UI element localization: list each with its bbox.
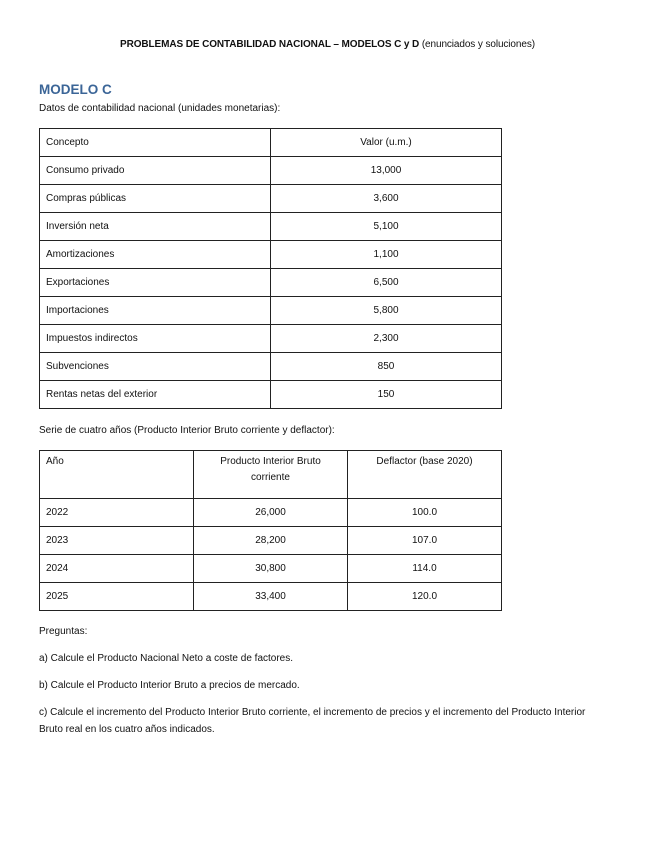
year-cell: 2025 <box>40 583 194 611</box>
question-c: c) Calcule el incremento del Producto Interior Bruto corriente, el incremento de precios y el incremento del Producto Interior Bruto real en los cuatro años indicados. <box>39 707 586 735</box>
concept-cell: Subvenciones <box>40 353 271 381</box>
value-cell: 3,600 <box>271 185 502 213</box>
value-cell: 5,800 <box>271 297 502 325</box>
value-cell: 5,100 <box>271 213 502 241</box>
national-accounts-table <box>39 128 502 409</box>
table-row <box>40 241 502 269</box>
deflator-cell: 114.0 <box>348 555 502 583</box>
gdp-cell: 26,000 <box>194 499 348 527</box>
table-row <box>40 269 502 297</box>
column-header-gdp: Producto Interior Bruto corriente <box>194 451 348 499</box>
concept-cell: Impuestos indirectos <box>40 325 271 353</box>
question-a: a) Calcule el Producto Nacional Neto a coste de factores. <box>39 653 294 664</box>
gdp-cell: 30,800 <box>194 555 348 583</box>
year-cell: 2024 <box>40 555 194 583</box>
deflator-cell: 100.0 <box>348 499 502 527</box>
deflator-cell: 107.0 <box>348 527 502 555</box>
table-row <box>40 297 502 325</box>
concept-cell: Exportaciones <box>40 269 271 297</box>
column-header-concept: Concepto <box>40 129 271 157</box>
value-cell: 850 <box>271 353 502 381</box>
table-row <box>40 353 502 381</box>
column-header-deflator: Deflactor (base 2020) <box>348 451 502 499</box>
question-b: b) Calcule el Producto Interior Bruto a precios de mercado. <box>39 680 300 691</box>
document-title-subtitle: (enunciados y soluciones) <box>421 39 535 50</box>
table-row <box>40 527 502 555</box>
concept-cell: Compras públicas <box>40 185 271 213</box>
concept-cell: Inversión neta <box>40 213 271 241</box>
value-cell: 6,500 <box>271 269 502 297</box>
table-row <box>40 213 502 241</box>
year-cell: 2023 <box>40 527 194 555</box>
deflator-cell: 120.0 <box>348 583 502 611</box>
gdp-cell: 33,400 <box>194 583 348 611</box>
concept-cell: Amortizaciones <box>40 241 271 269</box>
table-header-row <box>40 451 502 499</box>
table-row <box>40 555 502 583</box>
document-title-main: PROBLEMAS DE CONTABILIDAD NACIONAL – MODELOS C y D <box>120 39 420 50</box>
questions-label: Preguntas: <box>39 626 88 637</box>
concept-cell: Consumo privado <box>40 157 271 185</box>
year-cell: 2022 <box>40 499 194 527</box>
document-title <box>0 39 655 50</box>
section-heading-modelo-c: MODELO C <box>39 82 112 97</box>
gdp-series-table <box>39 450 502 611</box>
value-cell: 2,300 <box>271 325 502 353</box>
table-row <box>40 325 502 353</box>
concept-cell: Importaciones <box>40 297 271 325</box>
column-header-year: Año <box>40 451 194 499</box>
series-intro-text: Serie de cuatro años (Producto Interior Bruto corriente y deflactor): <box>39 425 335 436</box>
table-header-row <box>40 129 502 157</box>
value-cell: 13,000 <box>271 157 502 185</box>
value-cell: 150 <box>271 381 502 409</box>
table-row <box>40 185 502 213</box>
table-row <box>40 583 502 611</box>
concept-cell: Rentas netas del exterior <box>40 381 271 409</box>
gdp-cell: 28,200 <box>194 527 348 555</box>
table-row <box>40 381 502 409</box>
data-intro-text: Datos de contabilidad nacional (unidades monetarias): <box>39 103 281 114</box>
table-row <box>40 499 502 527</box>
column-header-value: Valor (u.m.) <box>271 129 502 157</box>
table-row <box>40 157 502 185</box>
value-cell: 1,100 <box>271 241 502 269</box>
